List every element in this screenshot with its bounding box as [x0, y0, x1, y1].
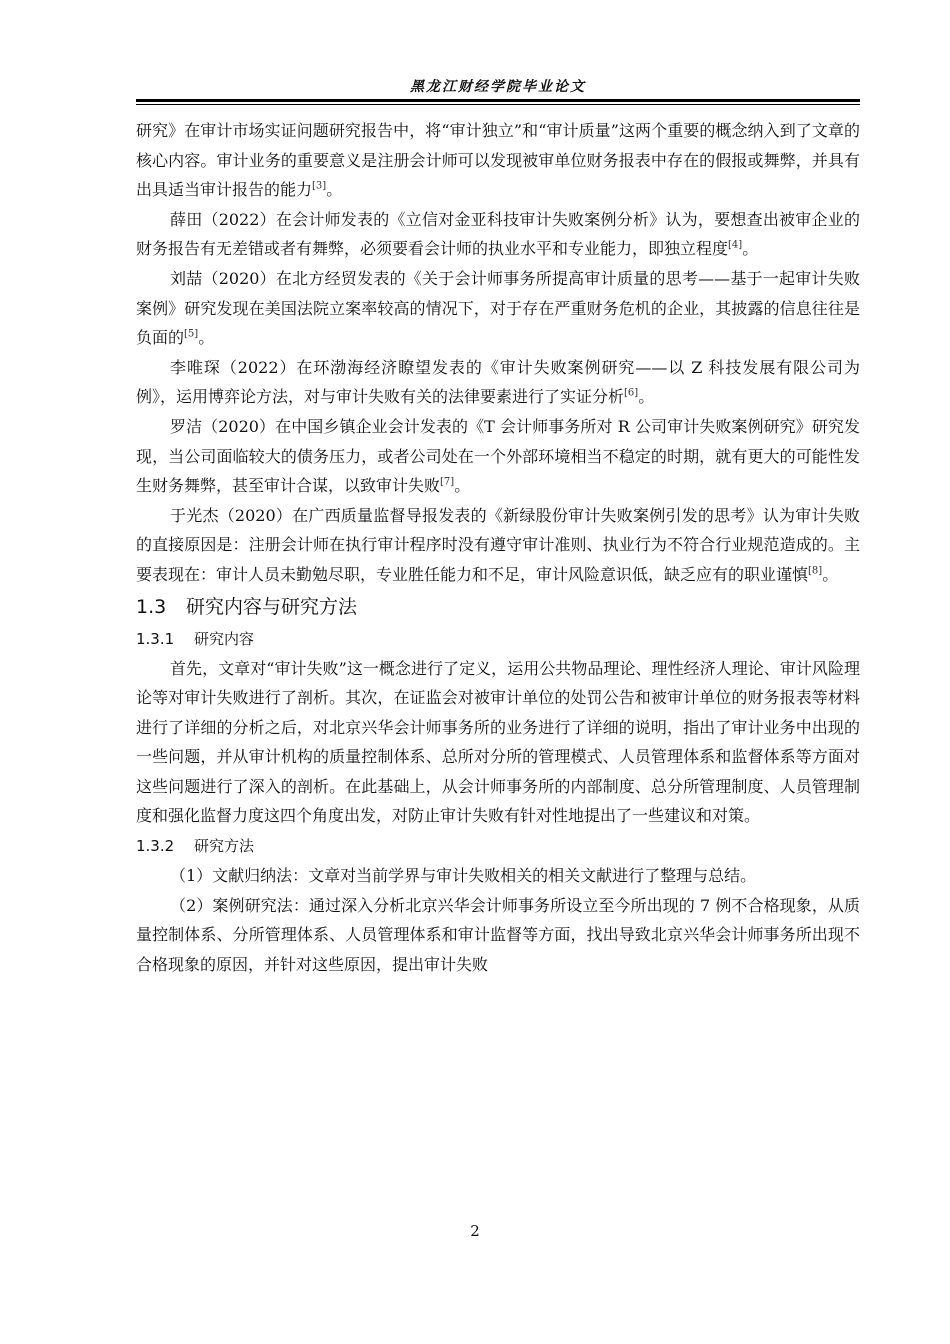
section-heading: 1.3 研究内容与研究方法 — [136, 595, 358, 618]
paragraph: 薛田（2022）在会计师发表的《立信对金亚科技审计失败案例分析》认为，要想查出被审企业的财务报告有无差错或者有舞弊，必须要看会计师的执业水平和专业能力，即独立程度[4]。 — [136, 209, 860, 259]
paragraph: 刘喆（2020）在北方经贸发表的《关于会计师事务所提高审计质量的思考——基于一起审计失败案例》研究发现在美国法院立案率较高的情况下，对于存在严重财务危机的企业，其披露的信息往往是负面的[5]。 — [136, 268, 860, 348]
paragraph: 首先，文章对“审计失败”这一概念进行了定义，运用公共物品理论、理性经济人理论、审计风险理论等对审计失败进行了剖析。其次，在证监会对被审计单位的处罚公告和被审计单位的财务报表等材料进行了详细的分析之后，对北京兴华会计师事务所的业务进行了详细的说明，指出了审计业务中出现的一些问题，并从审计机构的质量控制体系、总所对分所的管理模式、人员管理体系和监督体系等方面对这些问题进行了深入的剖析。在此基础上，从会计师事务所的内部制度、总分所管理制度、人员管理制度和强化监督力度这四个角度出发，对防止审计失败有针对性地提出了一些建议和对策。 — [136, 658, 860, 826]
paragraph: 罗洁（2020）在中国乡镇企业会计发表的《T 会计师事务所对 R 公司审计失败案例研究》研究发现，当公司面临较大的债务压力，或者公司处在一个外部环境相当不稳定的时期，就有更大的可能性发生财务舞弊，甚至审计合谋，以致审计失败[7]。 — [136, 416, 860, 496]
subsection-heading: 1.3.2 研究方法 — [136, 837, 255, 856]
paragraph-continued: 研究》在审计市场实证问题研究报告中，将“审计独立”和“审计质量”这两个重要的概念纳入到了文章的核心内容。审计业务的重要意义是注册会计师可以发现被审单位财务报表中存在的假报或舞弊，并具有出具适当审计报告的能力[3]。 — [136, 121, 860, 200]
method-item: （1）文献归纳法：文章对当前学界与审计失败相关的相关文献进行了整理与总结。 — [170, 866, 757, 886]
paragraph: 李唯琛（2022）在环渤海经济瞭望发表的《审计失败案例研究——以 Z 科技发展有限公司为例》，运用博弈论方法，对与审计失败有关的法律要素进行了实证分析[6]。 — [136, 357, 860, 407]
header-rule-thick — [136, 99, 860, 102]
citation-ref: [4] — [728, 240, 743, 252]
citation-ref: [5] — [184, 328, 199, 340]
running-header: 黑龙江财经学院毕业论文 — [410, 79, 586, 95]
citation-ref: [6] — [624, 388, 639, 400]
method-item: （2）案例研究法：通过深入分析北京兴华会计师事务所设立至今所出现的 7 例不合格现象，从质量控制体系、分所管理体系、人员管理体系和审计监督等方面，找出导致北京兴华会计师事务所出现不合格现象的原因，并针对这些原因，提出审计失败 — [136, 895, 860, 974]
citation-ref: [7] — [440, 476, 455, 488]
subsection-heading: 1.3.1 研究内容 — [136, 629, 255, 648]
citation-ref: [3] — [312, 180, 327, 192]
header-rule-thin — [136, 104, 860, 105]
page-number: 2 — [470, 1222, 480, 1240]
body-text — [136, 116, 860, 979]
citation-ref: [8] — [808, 565, 823, 577]
paragraph: 于光杰（2020）在广西质量监督导报发表的《新绿股份审计失败案例引发的思考》认为审计失败的直接原因是：注册会计师在执行审计程序时没有遵守审计准则、执业行为不符合行业规范造成的。主要表现在：审计人员未勤勉尽职，专业胜任能力和不足，审计风险意识低，缺乏应有的职业谨慎[8]。 — [136, 505, 860, 584]
